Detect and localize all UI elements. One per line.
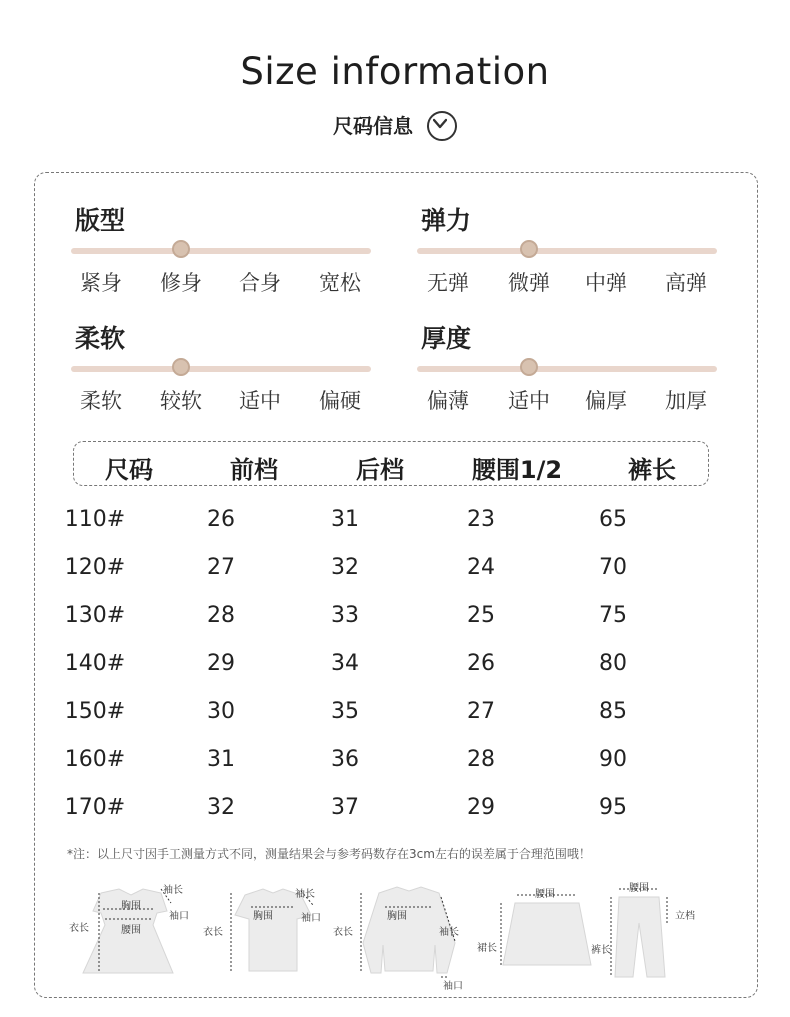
size-value-cell: 37: [331, 795, 359, 820]
diagram-label: 袖口: [169, 911, 189, 922]
attribute-option: 合身: [239, 271, 281, 295]
attribute-option: 微弹: [508, 271, 550, 295]
size-value-cell: 36: [331, 747, 359, 772]
size-value-cell: 29: [207, 651, 235, 676]
diagram-label: 胸围: [387, 911, 407, 922]
diagram-label: 裙长: [477, 943, 497, 954]
size-value-cell: 35: [331, 699, 359, 724]
size-label-cell: 160#: [64, 747, 126, 772]
size-value-cell: 85: [599, 699, 627, 724]
attribute-track: [71, 248, 371, 254]
size-label-cell: 150#: [64, 699, 126, 724]
diagram-label: 袖口: [301, 913, 321, 924]
section-subtitle: [0, 110, 790, 143]
column-header: 后档: [356, 456, 404, 484]
size-value-cell: 75: [599, 603, 627, 628]
size-value-cell: 25: [467, 603, 495, 628]
attribute-knob: [172, 358, 190, 376]
size-value-cell: 33: [331, 603, 359, 628]
attribute-name: 厚度: [421, 324, 472, 353]
diagram-label: 衣长: [333, 927, 353, 938]
attribute-option: 加厚: [665, 389, 707, 413]
size-label-cell: 110#: [64, 507, 126, 532]
attribute-option: 修身: [160, 271, 202, 295]
attribute-option: 宽松: [319, 271, 361, 295]
size-value-cell: 27: [467, 699, 495, 724]
diagram-label: 胸围: [253, 911, 273, 922]
diagram-label: 裤长: [591, 945, 611, 956]
attribute-option: 紧身: [80, 271, 122, 295]
diagram-label: 袖长: [439, 927, 459, 938]
size-value-cell: 28: [467, 747, 495, 772]
size-value-cell: 26: [467, 651, 495, 676]
attribute-name: 版型: [75, 206, 126, 235]
size-value-cell: 31: [207, 747, 235, 772]
diagram-label: 袖长: [295, 889, 315, 900]
column-header: 裤长: [628, 456, 676, 484]
size-label-cell: 130#: [64, 603, 126, 628]
attribute-option: 中弹: [585, 271, 627, 295]
size-label-cell: 140#: [64, 651, 126, 676]
attribute-track: [71, 366, 371, 372]
size-card: [34, 172, 758, 998]
attribute-option: 较软: [160, 389, 202, 413]
attribute-option: 适中: [508, 389, 550, 413]
size-value-cell: 29: [467, 795, 495, 820]
size-value-cell: 65: [599, 507, 627, 532]
size-label-cell: 120#: [64, 555, 126, 580]
skirt-shape: [503, 903, 591, 965]
diagram-label: 腰围: [629, 883, 649, 894]
attribute-track: [417, 248, 717, 254]
chevron-down-circle-icon: [427, 111, 457, 141]
garment-illustrations: [35, 873, 759, 999]
column-header: 腰围1/2: [471, 456, 563, 484]
column-header: 前档: [230, 456, 278, 484]
size-table-header: [73, 441, 709, 486]
diagram-label: 腰围: [121, 925, 141, 936]
attribute-knob: [520, 358, 538, 376]
size-value-cell: 70: [599, 555, 627, 580]
attribute-track: [417, 366, 717, 372]
attribute-knob: [172, 240, 190, 258]
size-value-cell: 90: [599, 747, 627, 772]
size-label-cell: 170#: [64, 795, 126, 820]
column-header: 尺码: [105, 456, 153, 484]
size-value-cell: 32: [331, 555, 359, 580]
attribute-option: 适中: [239, 389, 281, 413]
attribute-option: 高弹: [665, 271, 707, 295]
page-title: Size information: [240, 50, 550, 93]
size-value-cell: 32: [207, 795, 235, 820]
diagram-label: 衣长: [69, 923, 89, 934]
attribute-name: 弹力: [421, 206, 472, 235]
size-value-cell: 30: [207, 699, 235, 724]
tshirt-shape: [235, 889, 311, 971]
pants-shape: [615, 897, 665, 977]
size-value-cell: 23: [467, 507, 495, 532]
attribute-option: 柔软: [80, 389, 122, 413]
size-value-cell: 34: [331, 651, 359, 676]
garment-diagrams: [35, 873, 759, 999]
attribute-option: 无弹: [427, 271, 469, 295]
subtitle-text: 尺码信息: [333, 114, 413, 138]
size-value-cell: 95: [599, 795, 627, 820]
size-value-cell: 24: [467, 555, 495, 580]
diagram-label: 衣长: [203, 927, 223, 938]
diagram-label: 袖长: [163, 885, 183, 896]
attribute-knob: [520, 240, 538, 258]
measurement-note: *注：以上尺寸因手工测量方式不同，测量结果会与参考码数存在3cm左右的误差属于合理范围哦！: [67, 847, 591, 861]
diagram-label: 立档: [675, 911, 695, 922]
diagram-label: 腰围: [535, 889, 555, 900]
size-value-cell: 80: [599, 651, 627, 676]
size-value-cell: 27: [207, 555, 235, 580]
diagram-label: 胸围: [121, 901, 141, 912]
size-value-cell: 28: [207, 603, 235, 628]
attribute-option: 偏薄: [427, 389, 469, 413]
attribute-name: 柔软: [75, 324, 126, 353]
size-value-cell: 31: [331, 507, 359, 532]
size-value-cell: 26: [207, 507, 235, 532]
attribute-option: 偏硬: [319, 389, 361, 413]
diagram-label: 袖口: [443, 981, 463, 992]
attribute-option: 偏厚: [585, 389, 627, 413]
